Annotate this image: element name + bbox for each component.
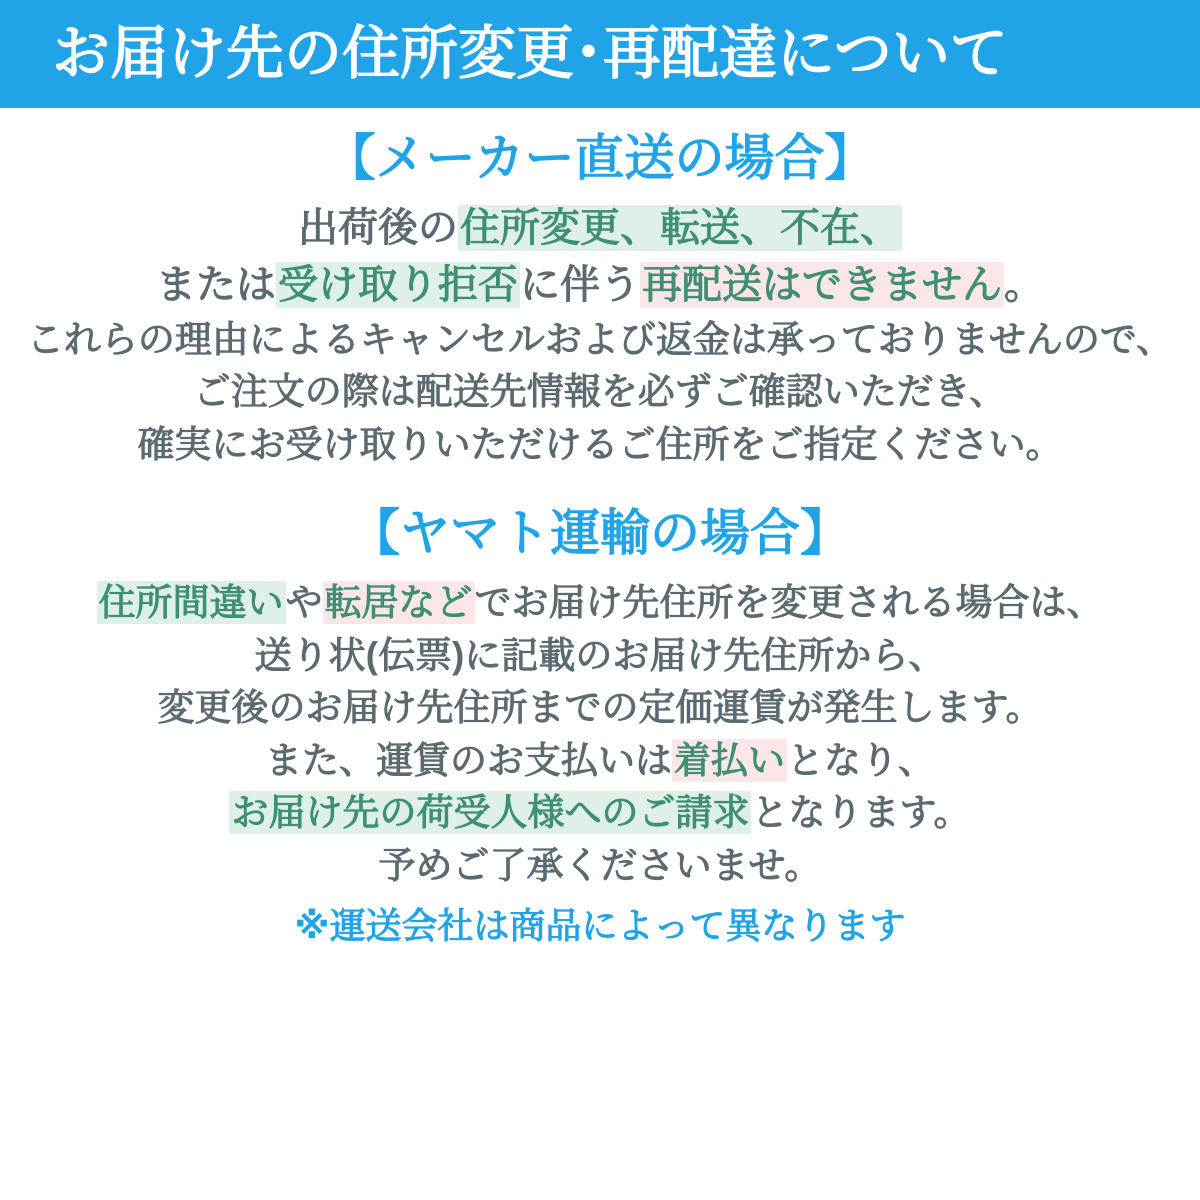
line-part: ご注文の際は配送先情報を必ずご確認いただき、 [193,371,1007,413]
text-line [14,257,1186,314]
page-title: お届け先の住所変更･再配達について [52,21,1008,86]
line-part: 出荷後の [298,206,458,250]
line-part: また、運賃のお支払いは [265,739,672,781]
line-part: となります。 [751,792,971,834]
line-part: に伴う [520,262,640,307]
line-part-highlight: 再配送はできません [642,262,1002,307]
section-heading-yamato: 【ヤマト運輸の場合】 [350,505,850,562]
text-line [14,630,1186,683]
section-yamato-body [14,577,1186,892]
text-line [14,314,1186,367]
text-line [14,200,1186,257]
section-maker-body [14,200,1186,471]
line-part-highlight: 転居など [324,582,473,624]
text-line [14,577,1186,630]
text-line [14,735,1186,788]
line-part: 予めご了承くださいませ。 [378,844,822,886]
line-part: 。 [1004,262,1044,307]
header-banner [0,0,1200,108]
line-part-highlight: 受け取り拒否 [278,262,518,307]
text-line [14,787,1186,840]
line-part: でお届け先住所を変更される場合は、 [474,582,1104,624]
line-part: 送り状(伝票)に記載のお届け先住所から、 [254,634,946,676]
line-part: 変更後のお届け先住所までの定価運賃が発生します。 [157,687,1043,729]
line-part-highlight: お届け先の荷受人様へのご請求 [231,792,750,834]
line-part-highlight: 着払い [674,739,785,781]
section-heading-maker: 【メーカー直送の場合】 [325,130,875,186]
text-line [14,682,1186,735]
text-line [14,366,1186,419]
line-part: または [156,262,276,307]
notice-content [0,130,1200,951]
text-line [14,840,1186,893]
text-line [14,419,1186,472]
line-part-highlight: 住所変更、転送、不在、 [460,206,900,250]
line-part: これらの理由によるキャンセルおよび返金は承っておりませんので、 [26,318,1174,360]
footnote: ※運送会社は商品によって異なります [294,905,906,947]
line-part-highlight: 住所間違い [98,582,284,624]
line-part: 確実にお受け取りいただけるご住所をご指定ください。 [137,423,1063,465]
line-part: や [285,582,323,624]
line-part: となり、 [787,739,935,781]
